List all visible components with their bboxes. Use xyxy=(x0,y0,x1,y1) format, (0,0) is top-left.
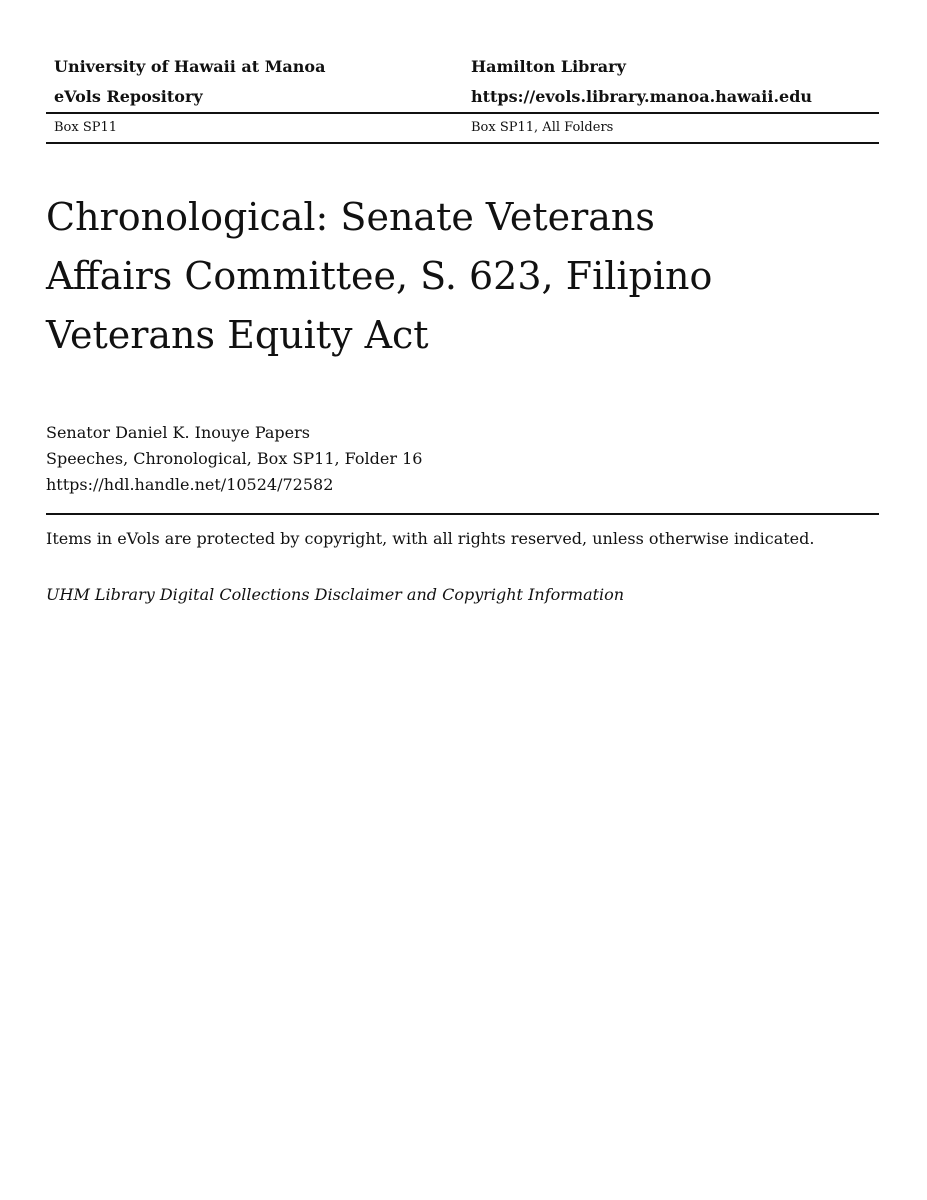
collection-name: Senator Daniel K. Inouye Papers xyxy=(46,423,310,442)
handle-link[interactable]: https://hdl.handle.net/10524/72582 xyxy=(46,475,334,494)
header-row-1 xyxy=(46,52,879,82)
box-label-left: Box SP11 xyxy=(54,120,118,135)
box-label-right: Box SP11, All Folders xyxy=(471,120,614,135)
rights-statement: Items in eVols are protected by copyright, with all rights reserved, unless otherwise indicated. xyxy=(46,529,815,548)
library-name: Hamilton Library xyxy=(471,57,626,76)
document-metadata xyxy=(46,420,422,498)
series-location: Speeches, Chronological, Box SP11, Folder 16 xyxy=(46,449,423,468)
header-row-3 xyxy=(46,114,879,142)
repository-name: eVols Repository xyxy=(54,87,203,106)
header-divider-bottom xyxy=(46,142,879,144)
disclaimer-link[interactable]: UHM Library Digital Collections Disclaimer and Copyright Information xyxy=(46,585,625,604)
repository-url[interactable]: https://evols.library.manoa.hawaii.edu xyxy=(471,87,813,106)
header-row-2 xyxy=(46,82,879,112)
header-block xyxy=(46,52,879,144)
document-title: Chronological: Senate Veterans Affairs Committee, S. 623, Filipino Veterans Equity Act xyxy=(46,195,713,357)
content-divider xyxy=(46,513,879,515)
institution-name: University of Hawaii at Manoa xyxy=(54,57,326,76)
